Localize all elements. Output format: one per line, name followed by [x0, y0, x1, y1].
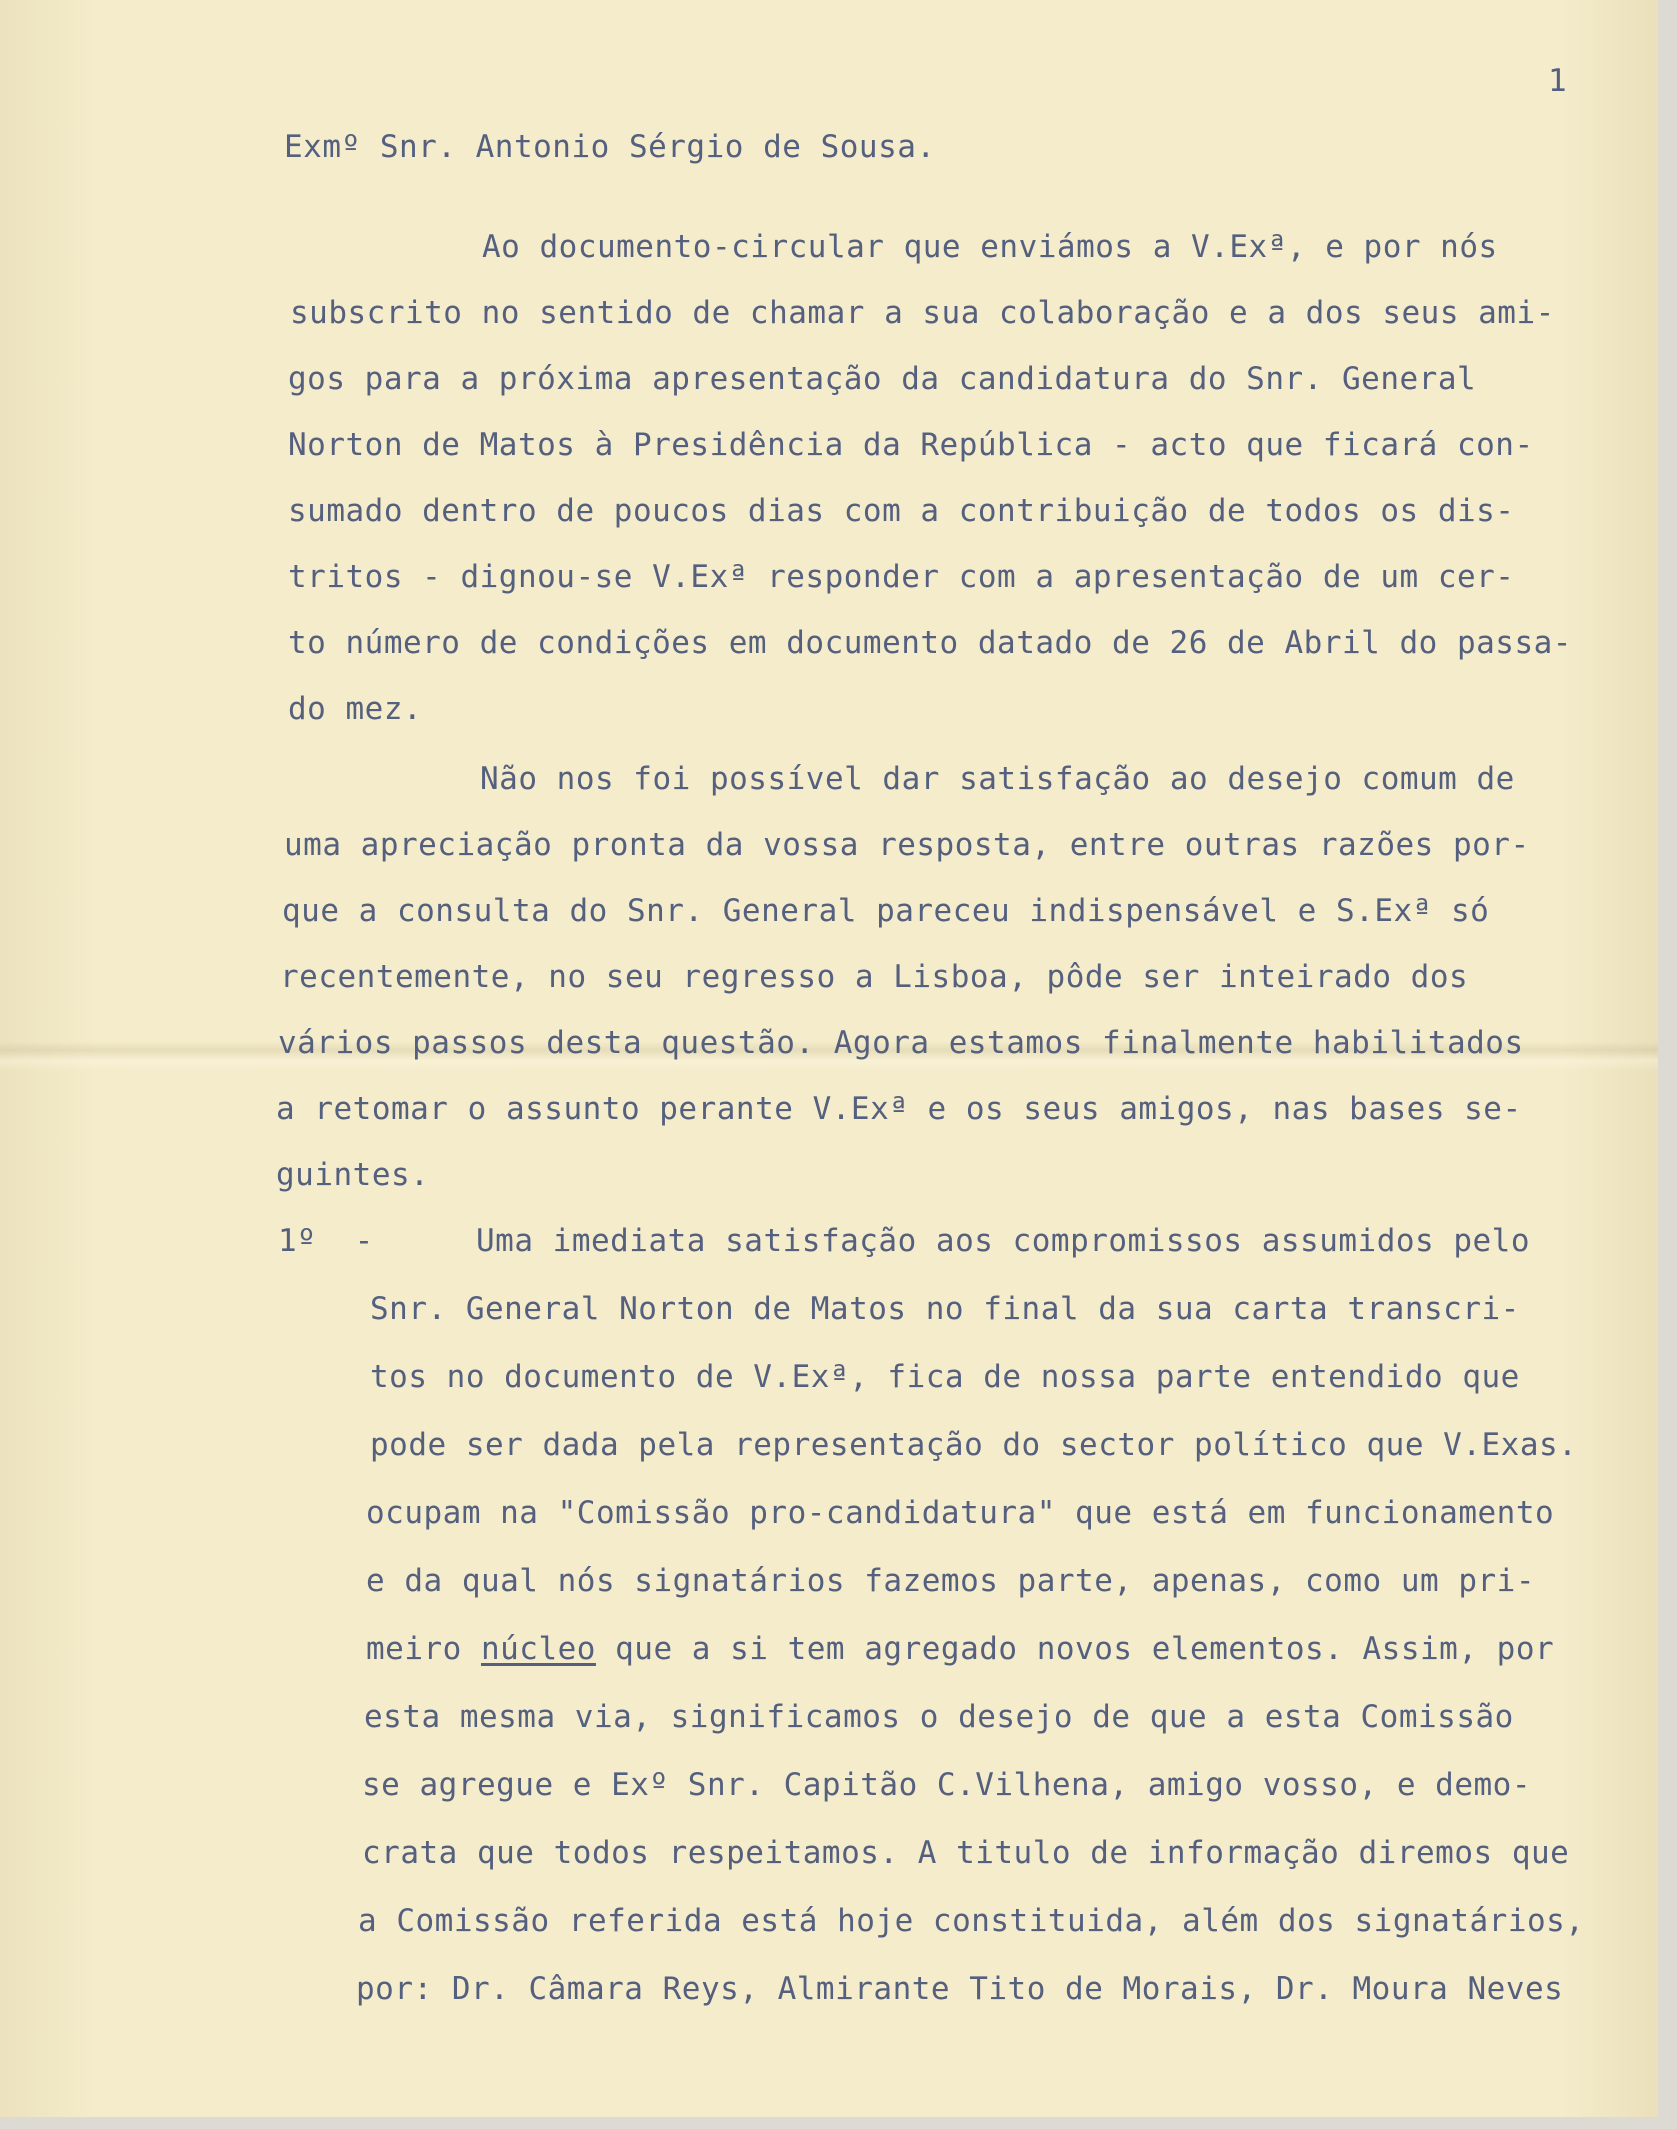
paragraph-2-line: a retomar o assunto perante V.Exª e os seus amigos, nas bases se- — [276, 1091, 1522, 1127]
paragraph-2-line: Não nos foi possível dar satisfação ao desejo comum de — [480, 761, 1515, 797]
paragraph-2-line: guintes. — [276, 1157, 430, 1193]
item-1-number: 1º - — [278, 1223, 374, 1259]
item-1-line: e da qual nós signatários fazemos parte, apenas, como um pri- — [366, 1563, 1535, 1599]
scan-background-right — [1658, 0, 1677, 2129]
paragraph-2-line: vários passos desta questão. Agora estamos finalmente habilitados — [278, 1025, 1524, 1061]
item-1-line: Uma imediata satisfação aos compromissos assumidos pelo — [476, 1223, 1530, 1259]
item-1-line-7-end: que a si tem agregado novos elementos. Assim, por — [595, 1631, 1555, 1667]
paragraph-2-line: recentemente, no seu regresso a Lisboa, pôde ser inteirado dos — [280, 959, 1469, 995]
item-1-line — [366, 1631, 1555, 1667]
item-1-line-7-start: meiro — [366, 1631, 481, 1667]
underlined-word: núcleo — [480, 1631, 596, 1667]
paragraph-1-line: to número de condições em documento datado de 26 de Abril do passa- — [288, 625, 1572, 661]
paragraph-1-line: gos para a próxima apresentação da candidatura do Snr. General — [288, 361, 1477, 397]
item-1-line: esta mesma via, significamos o desejo de que a esta Comissão — [364, 1699, 1514, 1735]
item-1-line: ocupam na "Comissão pro-candidatura" que está em funcionamento — [366, 1495, 1555, 1531]
item-1-line: a Comissão referida está hoje constituida, além dos signatários, — [358, 1903, 1585, 1939]
paragraph-1-line: tritos - dignou-se V.Exª responder com a apresentação de um cer- — [288, 559, 1515, 595]
page-number: 1 — [1548, 63, 1568, 99]
item-1-line: tos no documento de V.Exª, fica de nossa parte entendido que — [370, 1359, 1520, 1395]
item-1-line: Snr. General Norton de Matos no final da sua carta transcri- — [370, 1291, 1520, 1327]
salutation: Exmº Snr. Antonio Sérgio de Sousa. — [284, 129, 936, 165]
item-1-line: pode ser dada pela representação do sector político que V.Exas. — [370, 1427, 1578, 1463]
paragraph-1-line: sumado dentro de poucos dias com a contribuição de todos os dis- — [288, 493, 1515, 529]
paragraph-1-line: subscrito no sentido de chamar a sua colaboração e a dos seus ami- — [290, 295, 1555, 331]
item-1-line: por: Dr. Câmara Reys, Almirante Tito de Morais, Dr. Moura Neves — [356, 1971, 1564, 2007]
item-1-line: crata que todos respeitamos. A titulo de informação diremos que — [362, 1835, 1570, 1871]
paragraph-2-line: que a consulta do Snr. General pareceu indispensável e S.Exª só — [282, 893, 1490, 929]
item-1-line: se agregue e Exº Snr. Capitão C.Vilhena, amigo vosso, e demo- — [362, 1767, 1531, 1803]
paragraph-1-line: do mez. — [288, 691, 423, 727]
paragraph-1-line: Ao documento-circular que enviámos a V.Exª, e por nós — [482, 229, 1498, 265]
scan-background-bottom — [0, 2117, 1677, 2129]
paragraph-1-line: Norton de Matos à Presidência da República - acto que ficará con- — [288, 427, 1534, 463]
paragraph-2-line: uma apreciação pronta da vossa resposta, entre outras razões por- — [284, 827, 1530, 863]
